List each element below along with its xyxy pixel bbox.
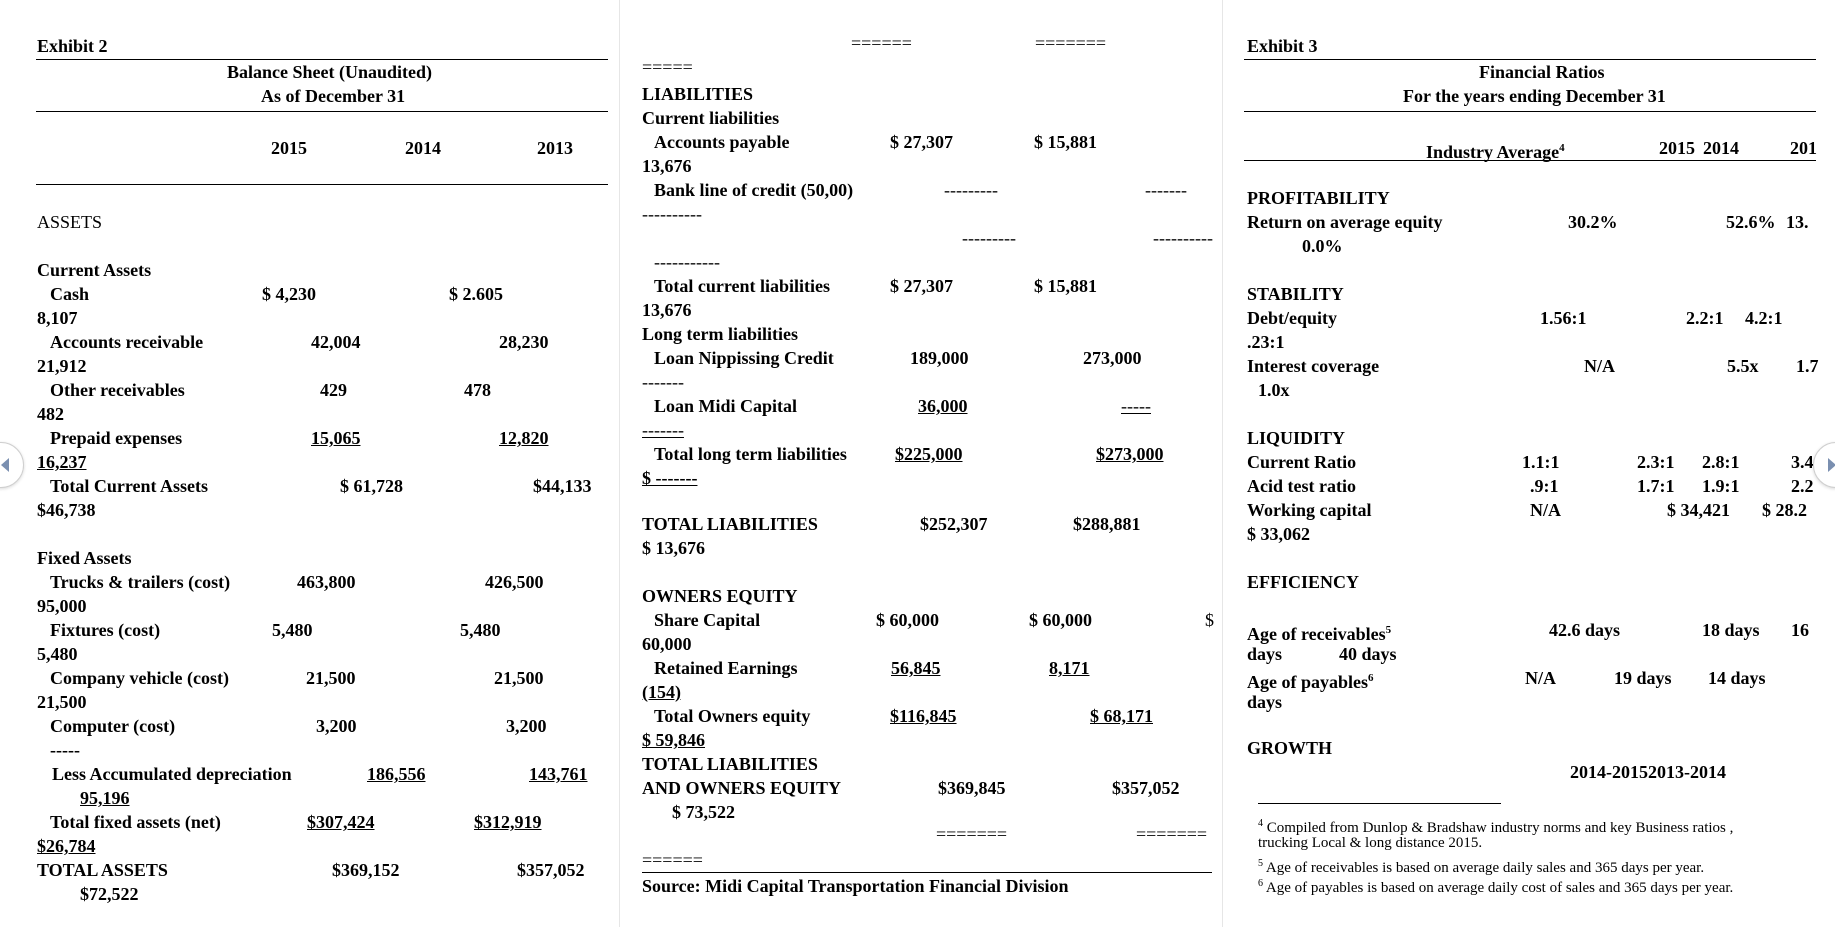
long-term-liabilities-heading: Long term liabilities	[642, 324, 798, 344]
row-label-cash: Cash	[50, 284, 90, 304]
col-industry-label: Industry Average	[1426, 142, 1560, 162]
fixed-assets-heading: Fixed Assets	[37, 548, 132, 568]
tcl-2014: $ 15,881	[1034, 276, 1097, 296]
retained-2015: 56,845	[891, 658, 941, 678]
row-label-company-vehicle: Company vehicle (cost)	[50, 668, 229, 688]
rec-2014: 16	[1791, 620, 1809, 640]
current-assets-heading: Current Assets	[37, 260, 152, 280]
at-2014: 1.9:1	[1702, 476, 1740, 496]
liabilities-heading: LIABILITIES	[642, 84, 754, 104]
col-header-2014: 2014	[1703, 138, 1739, 158]
rule-marks: =======	[1136, 824, 1208, 844]
divider	[1244, 160, 1816, 161]
trucks-2013: 95,000	[37, 596, 87, 616]
roe-industry: 30.2%	[1568, 212, 1618, 232]
vehicle-2015: 21,500	[306, 668, 356, 688]
row-label-total-liabilities: TOTAL LIABILITIES	[642, 514, 818, 534]
ratios-subtitle: For the years ending December 31	[1403, 86, 1666, 106]
owners-equity-heading: OWNERS EQUITY	[642, 586, 798, 606]
growth-heading: GROWTH	[1247, 738, 1333, 758]
computer-2014: 3,200	[506, 716, 547, 736]
ic-2013: 1.0x	[1258, 380, 1290, 400]
row-label-accumulated-depreciation: Less Accumulated depreciation	[52, 764, 292, 784]
toe-2014: $ 68,171	[1090, 706, 1153, 726]
rec-2015: 18 days	[1702, 620, 1760, 640]
ta-2013: $72,522	[80, 884, 139, 904]
rec-2013: 40 days	[1339, 644, 1397, 664]
cr-industry: 1.1:1	[1522, 452, 1560, 472]
prepaid-2013: 16,237	[37, 452, 87, 472]
fixtures-2013: 5,480	[37, 644, 78, 664]
year-header-2013: 2013	[537, 138, 573, 158]
tl-2015: $252,307	[920, 514, 988, 534]
page-separator	[1222, 0, 1223, 927]
row-label-other-receivables: Other receivables	[50, 380, 185, 400]
midi-2014: -----	[1121, 396, 1151, 416]
divider	[36, 111, 608, 112]
roe-2013: 0.0%	[1302, 236, 1343, 256]
fixtures-2014: 5,480	[460, 620, 501, 640]
dash-marks: -----------	[654, 252, 720, 272]
midi-2013: -------	[642, 420, 684, 440]
wc-2015: $ 34,421	[1667, 500, 1730, 520]
divider	[36, 59, 608, 60]
cr-2015: 2.3:1	[1637, 452, 1675, 472]
other-rec-2013: 482	[37, 404, 64, 424]
row-label-age-of-receivables	[1247, 620, 1391, 645]
at-2015: 1.7:1	[1637, 476, 1675, 496]
footnote-5-text: Age of receivables is based on average daily sales and 365 days per year.	[1263, 860, 1705, 876]
footnote-4-line2: trucking Local & long distance 2015.	[1258, 835, 1483, 851]
toe-2013: $ 59,846	[642, 730, 705, 750]
row-label-trucks: Trucks & trailers (cost)	[50, 572, 231, 592]
row-label-interest-coverage: Interest coverage	[1247, 356, 1380, 376]
ap-2015: $ 27,307	[890, 132, 953, 152]
share-2015: $ 60,000	[876, 610, 939, 630]
row-label-total-le-line2: AND OWNERS EQUITY	[642, 778, 842, 798]
prepaid-2015: 15,065	[311, 428, 361, 448]
toe-2015: $116,845	[890, 706, 957, 726]
row-label-roe: Return on average equity	[1247, 212, 1443, 232]
ic-industry: N/A	[1584, 356, 1615, 376]
cr-2014: 2.8:1	[1702, 452, 1740, 472]
de-2014: 4.2:1	[1745, 308, 1783, 328]
year-header-2015: 2015	[271, 138, 307, 158]
dash-marks: ----------	[1153, 228, 1213, 248]
chevron-right-icon	[1814, 443, 1835, 487]
cr-2013: 3.4	[1791, 452, 1814, 472]
footnote-6-text: Age of payables is based on average daily cost of sales and 365 days per year.	[1263, 880, 1734, 896]
footnote-6-mark: 6	[1258, 878, 1263, 889]
row-label-accounts-payable: Accounts payable	[654, 132, 790, 152]
rec-wrap: days	[1247, 644, 1283, 664]
de-2015: 2.2:1	[1686, 308, 1724, 328]
de-2013: .23:1	[1247, 332, 1285, 352]
share-2014: $ 60,000	[1029, 610, 1092, 630]
trucks-2015: 463,800	[297, 572, 356, 592]
ap-2014: $ 15,881	[1034, 132, 1097, 152]
tcl-2013: 13,676	[642, 300, 692, 320]
divider	[36, 184, 608, 185]
computer-2015: 3,200	[316, 716, 357, 736]
row-label-debt-equity: Debt/equity	[1247, 308, 1337, 328]
rule-marks: ======	[851, 33, 912, 53]
chevron-left-icon	[0, 443, 23, 487]
tca-2015: $ 61,728	[340, 476, 403, 496]
at-2013: 2.2	[1791, 476, 1814, 496]
stability-heading: STABILITY	[1247, 284, 1344, 304]
balance-sheet-subtitle: As of December 31	[261, 86, 406, 106]
other-rec-2014: 478	[464, 380, 491, 400]
tcl-2015: $ 27,307	[890, 276, 953, 296]
row-label-total-assets: TOTAL ASSETS	[37, 860, 168, 880]
row-label-working-capital: Working capital	[1247, 500, 1372, 520]
share-cut: $	[1205, 610, 1214, 630]
assets-heading: ASSETS	[37, 212, 103, 232]
row-label-computer: Computer (cost)	[50, 716, 176, 736]
rec-industry: 42.6 days	[1549, 620, 1621, 640]
tle-2015: $369,845	[938, 778, 1006, 798]
ic-2015: 5.5x	[1727, 356, 1759, 376]
at-industry: .9:1	[1530, 476, 1559, 496]
ar-2013: 21,912	[37, 356, 87, 376]
prepaid-2014: 12,820	[499, 428, 549, 448]
footnote-ref-5: 5	[1385, 624, 1392, 636]
depr-2013: 95,196	[80, 788, 130, 808]
tltl-2014: $273,000	[1096, 444, 1164, 464]
row-label-loan-midi: Loan Midi Capital	[654, 396, 798, 416]
exhibit-2-label: Exhibit 2	[37, 36, 108, 56]
row-label-prepaid-expenses: Prepaid expenses	[50, 428, 183, 448]
row-label-bank-line: Bank line of credit (50,00)	[654, 180, 854, 200]
fixtures-2015: 5,480	[272, 620, 313, 640]
dash-marks: ---------	[962, 228, 1016, 248]
row-label-current-ratio: Current Ratio	[1247, 452, 1357, 472]
row-label-age-of-payables	[1247, 668, 1374, 693]
tca-2014: $44,133	[533, 476, 592, 496]
ar-2014: 28,230	[499, 332, 549, 352]
footnote-ref-4: 4	[1559, 142, 1565, 154]
depr-2014: 143,761	[529, 764, 588, 784]
footnote-4-mark: 4	[1258, 818, 1263, 829]
rule-marks: =======	[1035, 33, 1107, 53]
nippissing-2015: 189,000	[910, 348, 969, 368]
nippissing-2013: -------	[642, 372, 684, 392]
liquidity-heading: LIQUIDITY	[1247, 428, 1346, 448]
bank-2013: ----------	[642, 204, 702, 224]
footnote-divider	[1258, 803, 1501, 804]
tfa-2014: $312,919	[474, 812, 542, 832]
row-label-total-owners-equity: Total Owners equity	[654, 706, 811, 726]
roe-2014: 13.	[1786, 212, 1809, 232]
row-label-fixtures: Fixtures (cost)	[50, 620, 161, 640]
row-label-total-current-liabilities: Total current liabilities	[654, 276, 831, 296]
age-rec-label: Age of receivables	[1247, 624, 1386, 644]
row-label-loan-nippissing: Loan Nippissing Credit	[654, 348, 834, 368]
cash-2015: $ 4,230	[262, 284, 316, 304]
row-label-total-le-line1: TOTAL LIABILITIES	[642, 754, 818, 774]
ap-2013: 13,676	[642, 156, 692, 176]
row-label-acid-test: Acid test ratio	[1247, 476, 1356, 496]
page-separator	[619, 0, 620, 927]
wc-2013: $ 33,062	[1247, 524, 1310, 544]
tfa-2013: $26,784	[37, 836, 96, 856]
divider	[642, 872, 1212, 873]
cash-2013: 8,107	[37, 308, 78, 328]
row-label-retained-earnings: Retained Earnings	[654, 658, 798, 678]
roe-2015: 52.6%	[1726, 212, 1776, 232]
other-rec-2015: 429	[320, 380, 347, 400]
rule-marks: ======	[642, 850, 703, 870]
divider	[1244, 59, 1816, 60]
depr-2015: 186,556	[367, 764, 426, 784]
wc-2014: $ 28.2	[1762, 500, 1807, 520]
ta-2015: $369,152	[332, 860, 400, 880]
next-page-button[interactable]	[1813, 442, 1835, 488]
tltl-2013: $ -------	[642, 468, 698, 488]
balance-sheet-title: Balance Sheet (Unaudited)	[227, 62, 433, 82]
row-label-share-capital: Share Capital	[654, 610, 761, 630]
tle-2014: $357,052	[1112, 778, 1180, 798]
previous-page-button[interactable]	[0, 442, 24, 488]
pay-industry: N/A	[1525, 668, 1556, 688]
ic-2014: 1.7	[1796, 356, 1819, 376]
col-header-2015: 2015	[1659, 138, 1695, 158]
wc-industry: N/A	[1530, 500, 1561, 520]
bank-2014: -------	[1145, 180, 1187, 200]
retained-2014: 8,171	[1049, 658, 1090, 678]
row-label-accounts-receivable: Accounts receivable	[50, 332, 204, 352]
vehicle-2013: 21,500	[37, 692, 87, 712]
bank-2015: ---------	[944, 180, 998, 200]
ar-2015: 42,004	[311, 332, 361, 352]
profitability-heading: PROFITABILITY	[1247, 188, 1390, 208]
ta-2014: $357,052	[517, 860, 585, 880]
age-pay-label: Age of payables	[1247, 672, 1368, 692]
de-industry: 1.56:1	[1540, 308, 1587, 328]
footnote-5-mark: 5	[1258, 858, 1263, 869]
ratios-title: Financial Ratios	[1479, 62, 1605, 82]
tle-2013: $ 73,522	[672, 802, 735, 822]
tl-2013: $ 13,676	[642, 538, 705, 558]
rule-marks: =======	[936, 824, 1008, 844]
pay-2014: 14 days	[1708, 668, 1766, 688]
exhibit-3-label: Exhibit 3	[1247, 36, 1318, 56]
tfa-2015: $307,424	[307, 812, 375, 832]
computer-2013: -----	[50, 740, 80, 760]
tl-2014: $288,881	[1073, 514, 1141, 534]
nippissing-2014: 273,000	[1083, 348, 1142, 368]
footnote-6	[1258, 874, 1733, 898]
tltl-2015: $225,000	[895, 444, 963, 464]
source-note: Source: Midi Capital Transportation Financial Division	[642, 876, 1069, 896]
pay-wrap: days	[1247, 692, 1283, 712]
midi-2015: 36,000	[918, 396, 968, 416]
rule-marks: =====	[642, 57, 693, 77]
row-label-total-current-assets: Total Current Assets	[50, 476, 209, 496]
growth-cols: 2014-20152013-2014	[1570, 762, 1726, 782]
current-liabilities-heading: Current liabilities	[642, 108, 780, 128]
year-header-2014: 2014	[405, 138, 441, 158]
share-2013: 60,000	[642, 634, 692, 654]
row-label-total-fixed-assets: Total fixed assets (net)	[50, 812, 221, 832]
vehicle-2014: 21,500	[494, 668, 544, 688]
divider	[1244, 111, 1816, 112]
row-label-total-long-term-liabilities: Total long term liabilities	[654, 444, 847, 464]
retained-2013: (154)	[642, 682, 681, 702]
pay-2015: 19 days	[1614, 668, 1672, 688]
footnote-ref-6: 6	[1368, 672, 1374, 684]
trucks-2014: 426,500	[485, 572, 544, 592]
cash-2014: $ 2.605	[449, 284, 503, 304]
footnote-4-text: Compiled from Dunlop & Bradshaw industry norms and key Business ratios ,	[1263, 820, 1734, 836]
col-header-2013: 201	[1790, 138, 1817, 158]
tca-2013: $46,738	[37, 500, 96, 520]
efficiency-heading: EFFICIENCY	[1247, 572, 1360, 592]
